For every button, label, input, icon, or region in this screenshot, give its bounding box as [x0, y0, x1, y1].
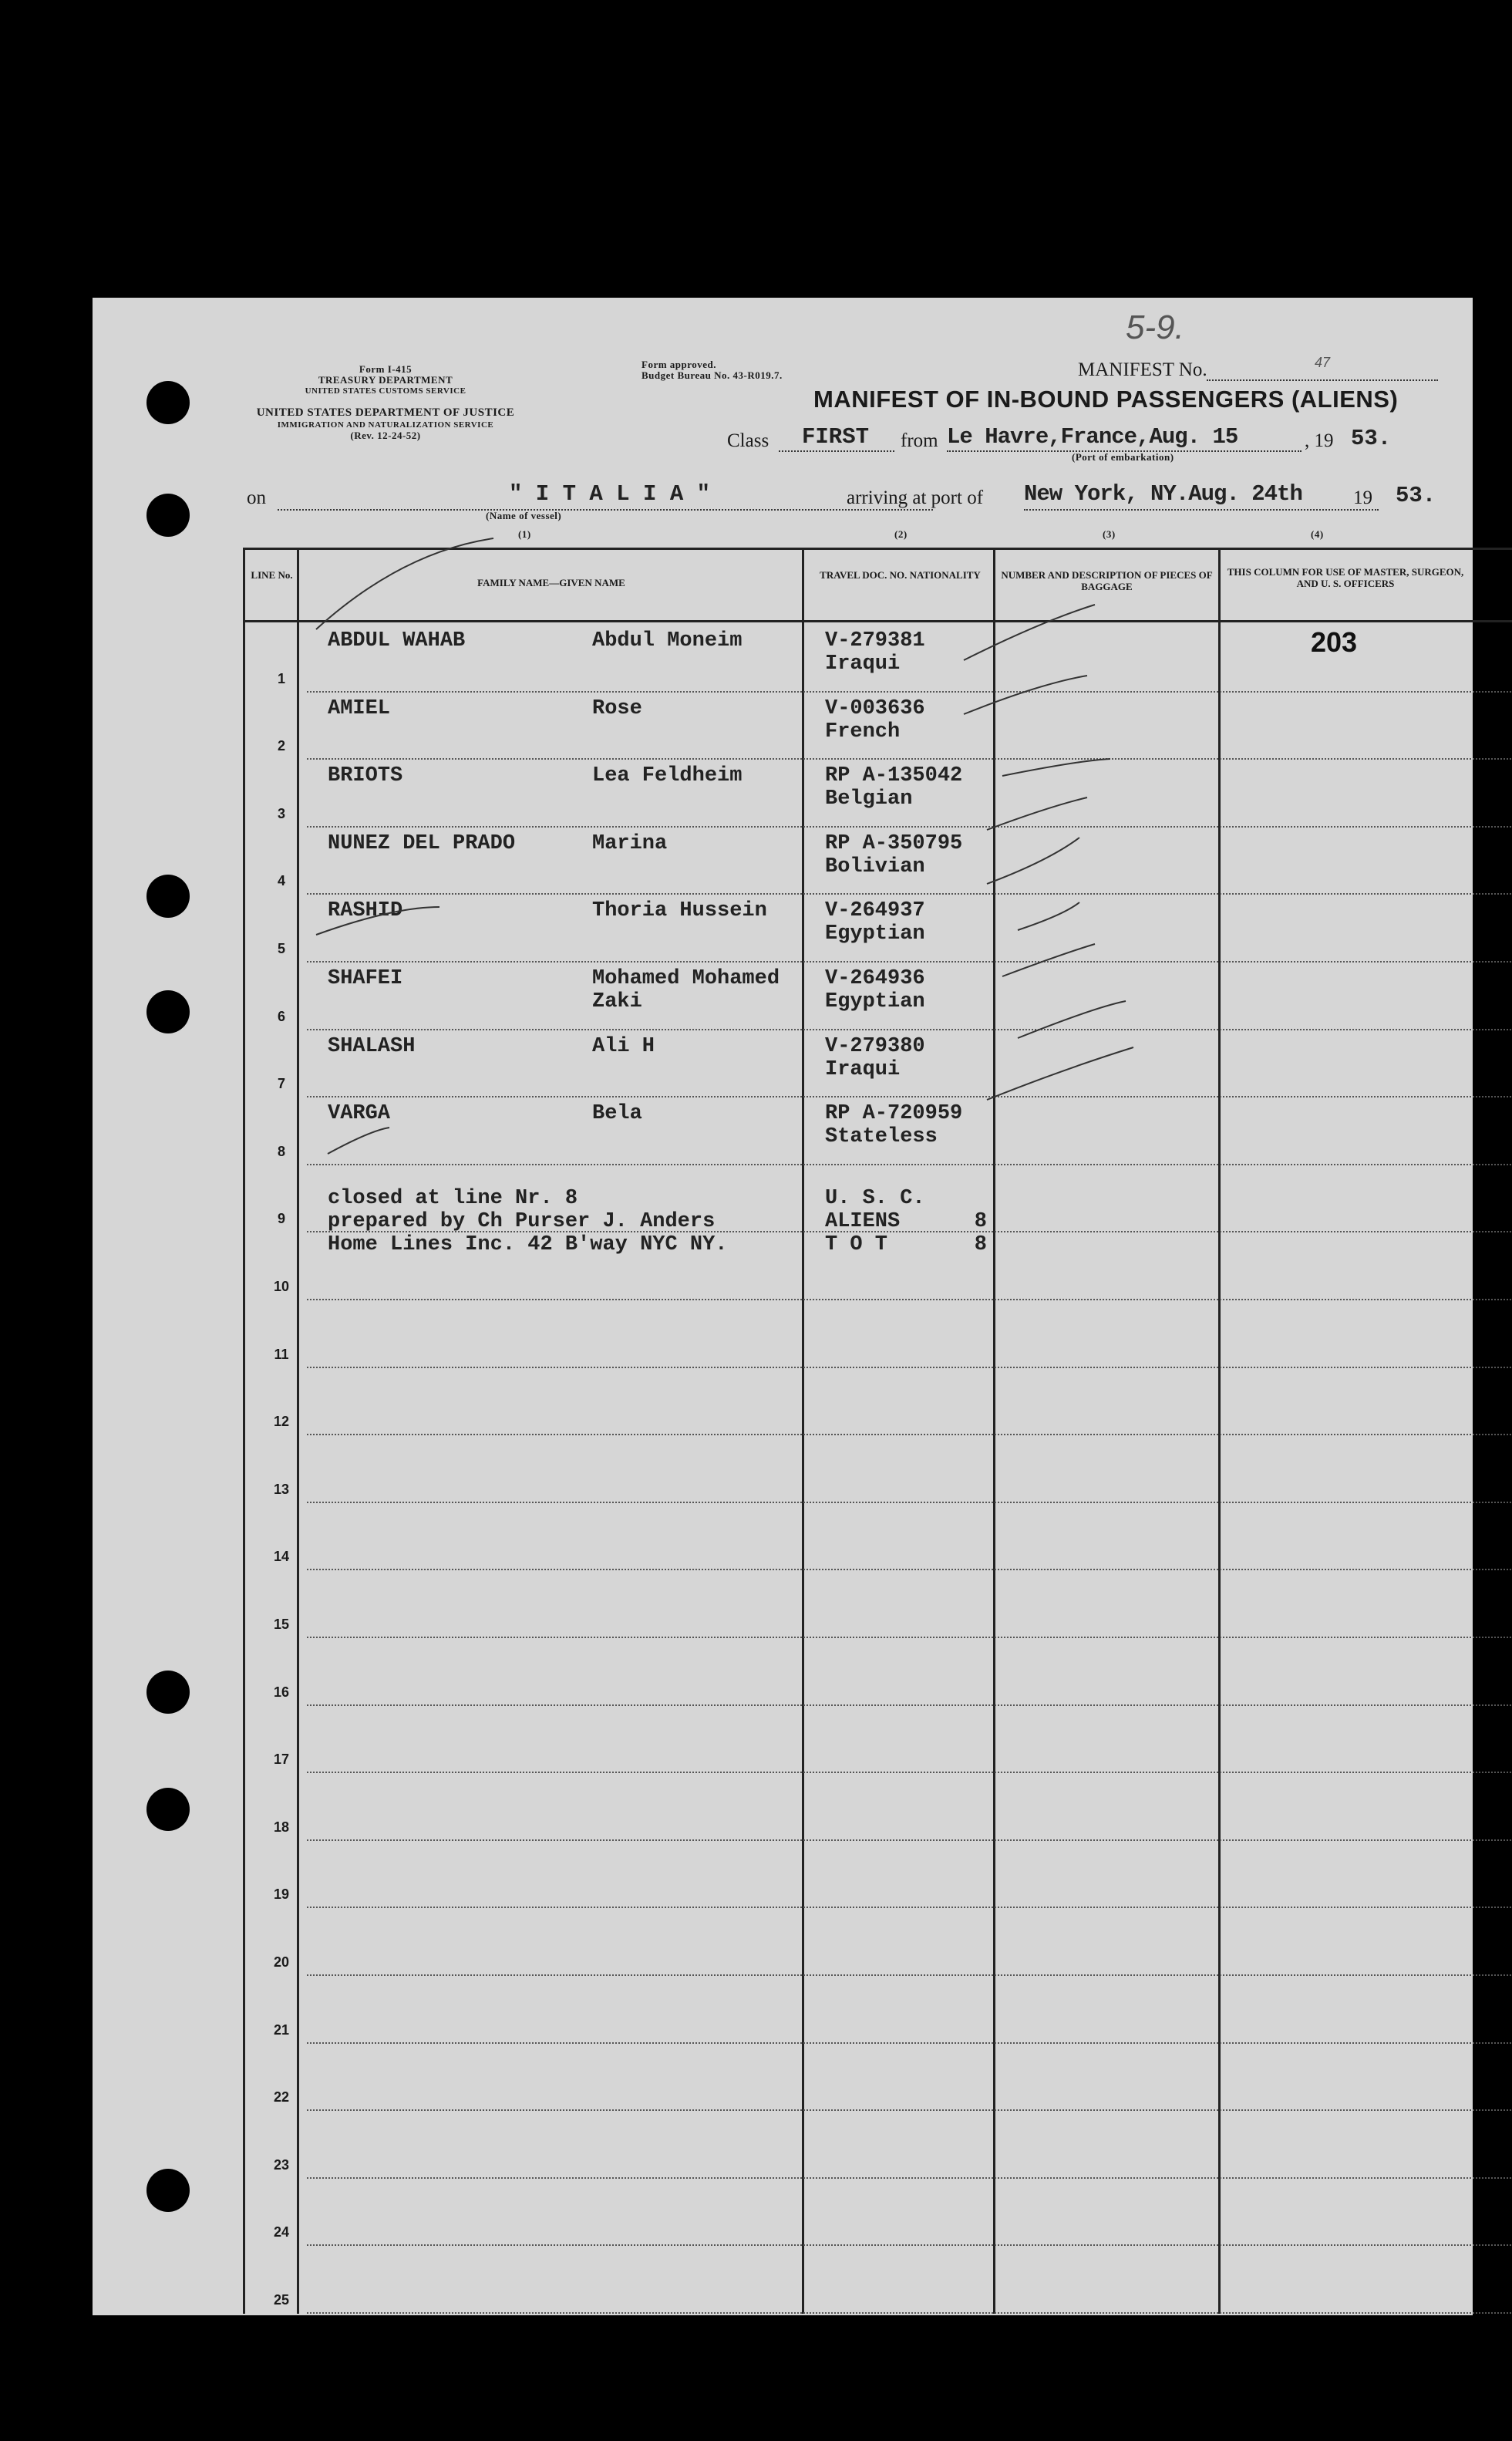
check-stroke	[1018, 1001, 1126, 1038]
line-number: 1	[277, 670, 285, 686]
line-number: 14	[273, 1549, 290, 1565]
check-stroke	[1018, 902, 1079, 930]
passenger-given: Rose	[592, 696, 642, 720]
passenger-doc: V-003636	[825, 696, 925, 720]
check-stroke	[328, 1128, 389, 1154]
passenger-doc: RP A-135042	[825, 764, 963, 788]
prepared-by: prepared by Ch Purser J. Anders	[328, 1210, 716, 1233]
passenger-family: SHALASH	[328, 1034, 416, 1058]
passenger-doc: RP A-350795	[825, 831, 963, 855]
form-number: Form I-415	[359, 363, 413, 375]
check-stroke	[316, 907, 439, 935]
passenger-family: BRIOTS	[328, 764, 403, 788]
passenger-nationality: French	[825, 720, 901, 743]
passenger-nationality: Bolivian	[825, 855, 925, 878]
travel-doc-header: TRAVEL DOC. NO. NATIONALITY	[820, 569, 981, 581]
line-no-header: LINE No.	[251, 569, 293, 581]
line-number: 10	[273, 1279, 290, 1294]
line-number: 19	[273, 1886, 290, 1903]
year-prefix-2: 19	[1353, 487, 1372, 508]
company-address: Home Lines Inc. 42 B'way NYC NY.	[328, 1233, 728, 1256]
class-label: Class	[727, 430, 769, 451]
aliens-count: 8	[974, 1210, 987, 1233]
check-stroke	[964, 676, 1087, 714]
check-stroke	[316, 538, 493, 629]
officer-stamp-number: 203	[1311, 626, 1358, 658]
passenger-family: NUNEZ DEL PRADO	[328, 831, 516, 855]
officers-header: THIS COLUMN FOR USE OF MASTER, SURGEON, AND U. S. OFFICERS	[1227, 566, 1464, 589]
class-value: FIRST	[802, 424, 870, 450]
passenger-given: Lea Feldheim	[592, 764, 743, 788]
column-number-4: (4)	[1311, 528, 1324, 540]
budget-bureau-number: Budget Bureau No. 43-R019.7.	[642, 369, 783, 381]
form-approved: Form approved.	[642, 359, 717, 370]
line-number: 2	[277, 738, 285, 754]
passenger-doc: RP A-720959	[825, 1102, 963, 1126]
from-label: from	[901, 430, 938, 451]
check-stroke	[987, 1047, 1133, 1100]
baggage-header: NUMBER AND DESCRIPTION OF PIECES OF BAGGAGE	[1001, 569, 1213, 592]
line-number: 8	[277, 1143, 285, 1159]
line-number: 24	[273, 2224, 290, 2240]
line-number: 21	[273, 2021, 290, 2038]
passenger-nationality: Iraqui	[825, 652, 901, 676]
line-number: 16	[273, 1684, 290, 1700]
passenger-family: AMIEL	[328, 696, 391, 720]
line-number: 9	[277, 1211, 285, 1227]
passenger-given: Bela	[592, 1102, 642, 1126]
on-label: on	[247, 487, 266, 508]
line-number: 20	[273, 1954, 290, 1970]
port-of-embarkation: Le Havre,France,Aug. 15	[947, 424, 1238, 450]
line-number: 23	[273, 2156, 290, 2173]
line-number: 25	[273, 2292, 290, 2308]
passenger-given: Abdul Moneim	[592, 629, 743, 652]
check-stroke	[987, 838, 1079, 884]
vessel-name: " I T A L I A "	[509, 481, 711, 507]
check-stroke	[1002, 759, 1110, 776]
embarkation-caption: (Port of embarkation)	[1072, 451, 1174, 463]
line-number: 5	[277, 941, 285, 956]
customs-service: UNITED STATES CUSTOMS SERVICE	[305, 386, 466, 396]
vessel-caption: (Name of vessel)	[486, 510, 562, 521]
department-of-justice: UNITED STATES DEPARTMENT OF JUSTICE	[256, 406, 515, 419]
line-number: 3	[277, 805, 285, 821]
manifest-page	[93, 298, 1473, 2315]
handwritten-check-marks	[93, 298, 1473, 2315]
check-stroke	[1002, 944, 1095, 976]
passenger-nationality: Egyptian	[825, 990, 925, 1013]
family-name-header: FAMILY NAME—GIVEN NAME	[477, 577, 625, 588]
column-number-2: (2)	[894, 528, 908, 540]
port-of-arrival: New York, NY.Aug. 24th	[1024, 481, 1302, 507]
check-stroke	[987, 797, 1087, 830]
line-number: 6	[277, 1008, 285, 1024]
column-number-1: (1)	[518, 528, 531, 540]
passenger-given: Mohamed Mohamed Zaki	[592, 967, 780, 1013]
line-number: 22	[273, 2089, 290, 2106]
passenger-doc: V-264937	[825, 899, 925, 923]
passenger-nationality: Stateless	[825, 1125, 938, 1149]
line-number: 15	[273, 1617, 290, 1632]
line-number: 4	[277, 873, 285, 889]
passenger-nationality: Belgian	[825, 787, 913, 811]
revision-date: (Rev. 12-24-52)	[350, 430, 421, 441]
passenger-given: Ali H	[592, 1034, 655, 1058]
passenger-family: VARGA	[328, 1102, 391, 1126]
corner-handwritten-note: 5-9.	[1126, 308, 1184, 346]
check-stroke	[964, 605, 1095, 660]
passenger-given: Thoria Hussein	[592, 899, 767, 923]
line-number: 7	[277, 1076, 285, 1092]
line-number: 17	[273, 1752, 290, 1768]
line-number: 12	[273, 1414, 290, 1430]
passenger-family: ABDUL WAHAB	[328, 629, 466, 652]
passenger-doc: V-279381	[825, 629, 925, 652]
usc-label: U. S. C.	[825, 1187, 925, 1210]
embarkation-year: 53.	[1351, 426, 1392, 451]
manifest-no-label: MANIFEST No.	[1078, 359, 1207, 380]
aliens-label: ALIENS	[825, 1210, 901, 1233]
arrival-year: 53.	[1396, 483, 1436, 508]
treasury-department: TREASURY DEPARTMENT	[318, 374, 453, 386]
manifest-number: 47	[1315, 355, 1331, 370]
passenger-nationality: Iraqui	[825, 1057, 901, 1081]
arriving-label: arriving at port of	[847, 487, 984, 508]
passenger-doc: V-264936	[825, 967, 925, 990]
year-prefix-1: , 19	[1305, 430, 1334, 451]
passenger-nationality: Egyptian	[825, 922, 925, 946]
line-number: 13	[273, 1481, 290, 1497]
manifest-title: MANIFEST OF IN-BOUND PASSENGERS (ALIENS)	[813, 386, 1399, 413]
ins-service: IMMIGRATION AND NATURALIZATION SERVICE	[277, 420, 494, 430]
passenger-doc: V-279380	[825, 1034, 925, 1058]
line-number: 11	[274, 1346, 289, 1362]
total-count: 8	[974, 1233, 987, 1256]
passenger-given: Marina	[592, 831, 668, 855]
line-number: 18	[273, 1819, 290, 1835]
total-label: T O T	[825, 1233, 888, 1256]
passenger-family: SHAFEI	[328, 967, 403, 990]
closing-line-number: closed at line Nr. 8	[328, 1187, 578, 1210]
column-number-3: (3)	[1103, 528, 1116, 540]
passenger-family: RASHID	[328, 899, 403, 923]
